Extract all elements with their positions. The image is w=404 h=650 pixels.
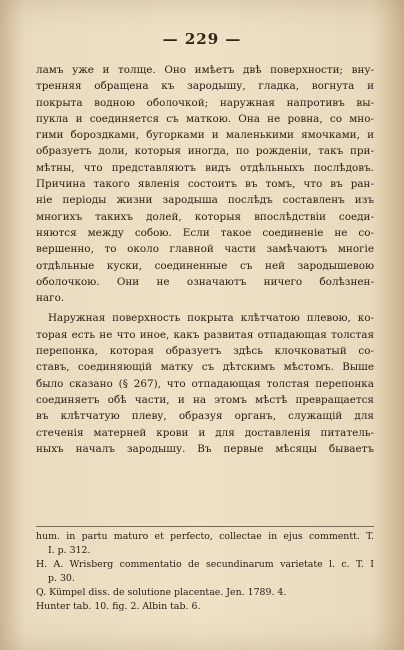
text-line: гими бороздками, бугорками и маленькими ямочками, и <box>36 129 374 142</box>
text-line: покрыта водною оболочкой; наружная напротивъ вы- <box>36 96 374 109</box>
text-line: Причина такого явленія состоитъ въ томъ, что въ ран- <box>36 178 374 191</box>
text-line: въ клѣтчатую плеву, образуя органъ, служащій для <box>36 410 374 423</box>
footnote-divider <box>36 526 374 527</box>
text-line: торая есть не что иное, какъ развитая отпадающая толстая <box>36 328 374 341</box>
text-line: перепонка, которая образуетъ здѣсь клочковатый со- <box>36 345 374 358</box>
text-line: тренняя обращена къ зародышу, гладка, вогнута и <box>36 80 374 93</box>
text-line: ламъ уже и толще. Оно имѣетъ двѣ поверхности; вну- <box>36 64 374 76</box>
text-line: ныхъ началъ зародышу. Въ первые мѣсяцы бываетъ <box>36 442 374 455</box>
paragraph-1 <box>36 62 374 306</box>
text-line: многихъ такихъ долей, которыя впослѣдствіи соеди- <box>36 210 374 223</box>
text-line: наго. <box>36 292 65 305</box>
text-line: няются между собою. Если такое соединеніе не со- <box>36 226 374 239</box>
footnote-line: I. p. 312. <box>48 545 91 556</box>
text-line: ніе періоды жизни зародыша послѣдъ составленъ изъ <box>36 194 374 207</box>
footnote-line: H. A. Wrisberg commentatio de secundinarum varietate l. c. T. I <box>36 559 374 570</box>
text-line: образуетъ доли, которыя иногда, по рожденіи, такъ при- <box>36 145 374 158</box>
footnote-line: Hunter tab. 10. fig. 2. Albin tab. 6. <box>36 601 201 612</box>
text-line: было сказано (§ 267), что отпадающая толстая перепонка <box>36 377 374 390</box>
text-line: стеченія матерней крови и для доставленія питатель- <box>36 426 374 439</box>
footnote-line: hum. in partu maturo et perfecto, collectae in ejus commentt. T. <box>36 531 374 542</box>
text-line: оболочкою. Они не означаютъ ничего болѣзнен- <box>36 275 374 288</box>
text-line: ставъ, соединяющій матку съ дѣтскимъ мѣстомъ. Выше <box>36 361 374 374</box>
text-line: пукла и соединяется съ маткою. Она не ровна, со мно- <box>36 112 374 125</box>
text-line: мѣтны, что представляютъ видъ отдѣльныхъ послѣдовъ. <box>36 161 374 174</box>
main-text <box>36 62 374 457</box>
text-line: вершенно, то около главной части замѣчаютъ многіе <box>36 243 374 256</box>
text-line: соединяетъ обѣ части, и на этомъ мѣстѣ превращается <box>36 393 374 406</box>
text-line: отдѣльные куски, соединенные съ ней зародышевою <box>36 259 374 272</box>
paragraph-2 <box>36 310 374 457</box>
footnote-line: p. 30. <box>48 573 75 584</box>
footnote-line: Q. Kümpel diss. de solutione placentae. Jen. 1789. 4. <box>36 587 287 598</box>
text-line: Наружная поверхность покрыта клѣтчатою плевою, ко- <box>48 312 374 325</box>
footnotes <box>36 530 374 614</box>
page-number: — 229 — <box>162 30 242 48</box>
